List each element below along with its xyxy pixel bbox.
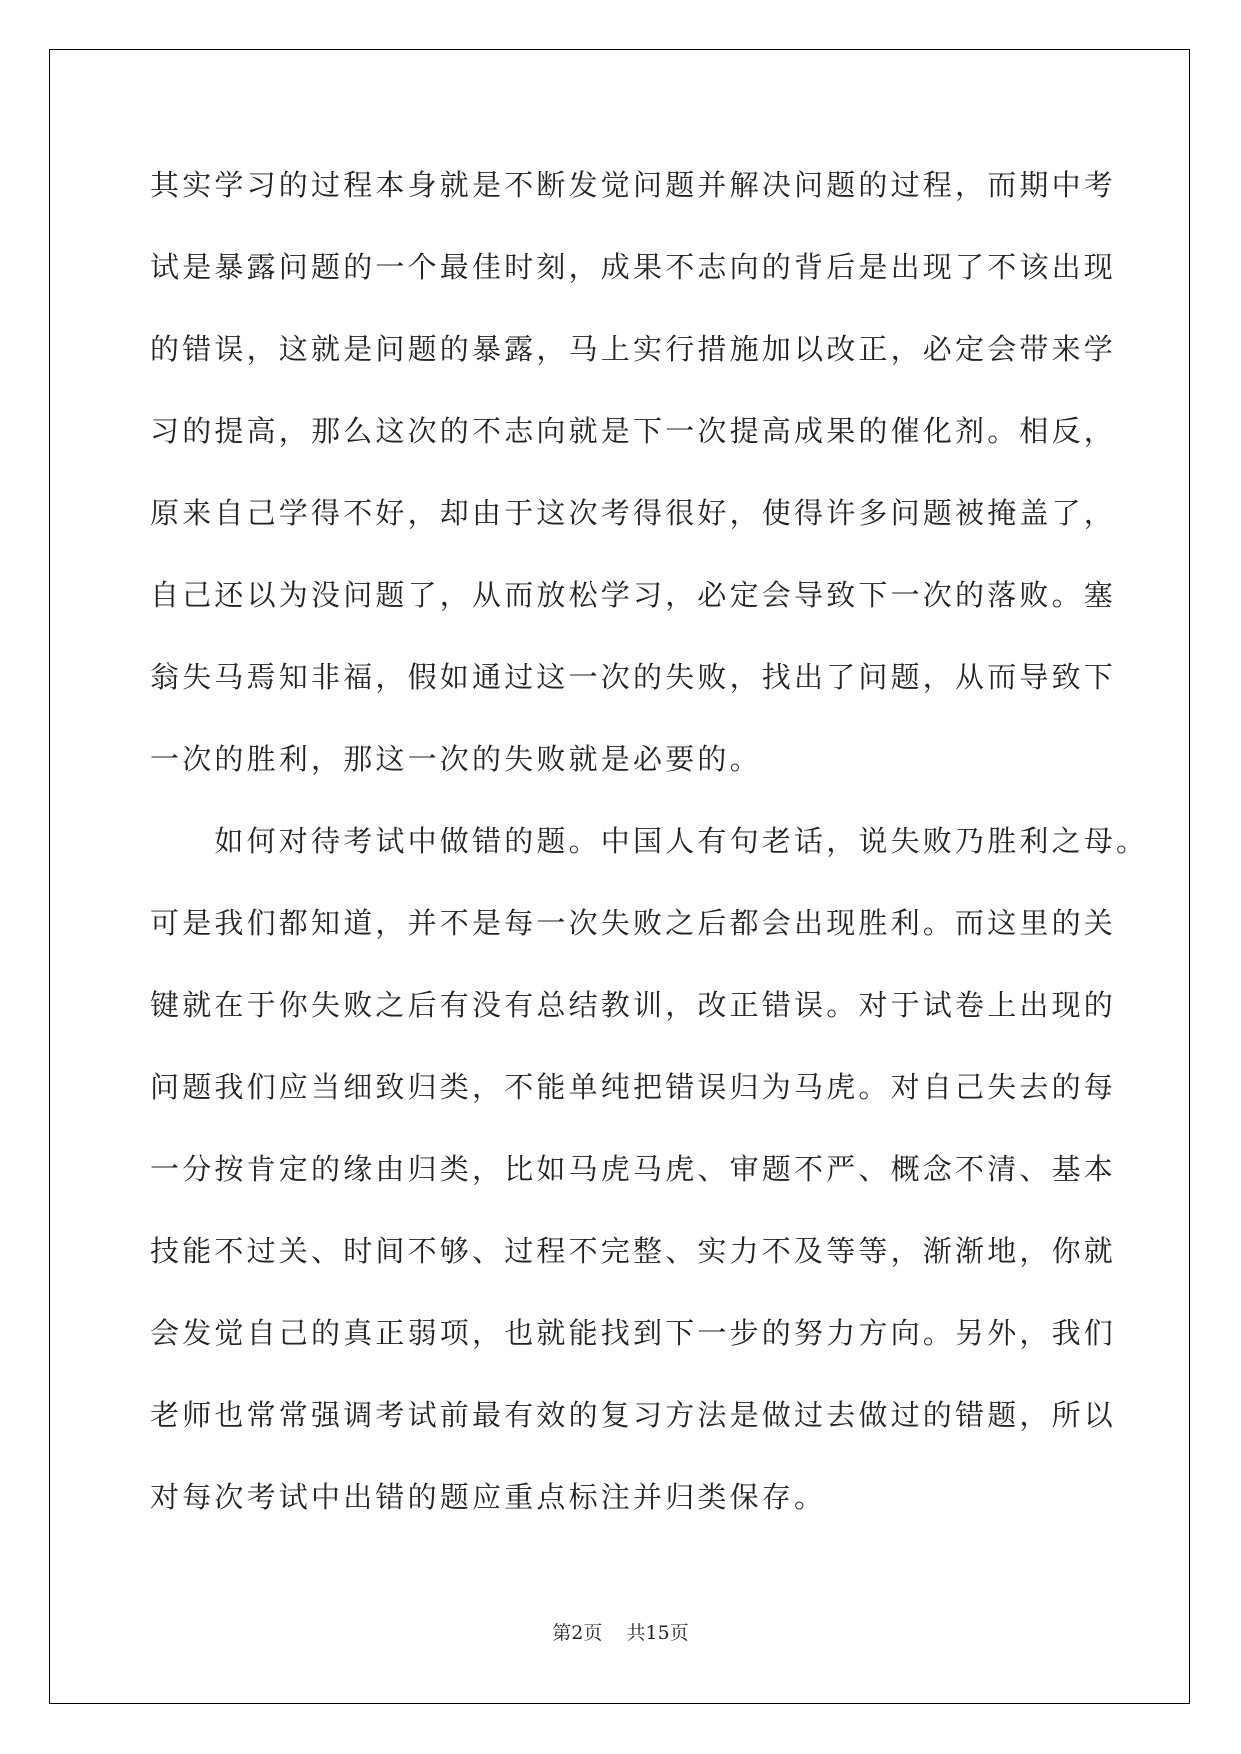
text-line: 会发觉自己的真正弱项，也就能找到下一步的努力方向。另外，我们	[150, 1316, 1117, 1350]
paragraph-1	[150, 160, 1117, 816]
text-line: 键就在于你失败之后有没有总结教训，改正错误。对于试卷上出现的	[150, 988, 1117, 1022]
text-line: 可是我们都知道，并不是每一次失败之后都会出现胜利。而这里的关	[150, 906, 1117, 940]
text-line: 原来自己学得不好，却由于这次考得很好，使得许多问题被掩盖了，	[150, 496, 1117, 530]
text-line: 的错误，这就是问题的暴露，马上实行措施加以改正，必定会带来学	[150, 332, 1117, 366]
text-line: 一次的胜利，那这一次的失败就是必要的。	[150, 742, 762, 776]
page-footer	[0, 1618, 1241, 1645]
page-number: 第2页	[552, 1622, 603, 1644]
text-line: 技能不过关、时间不够、过程不完整、实力不及等等，渐渐地，你就	[150, 1234, 1117, 1268]
text-line: 其实学习的过程本身就是不断发觉问题并解决问题的过程，而期中考	[150, 168, 1117, 202]
text-line: 对每次考试中出错的题应重点标注并归类保存。	[150, 1480, 827, 1514]
text-line: 一分按肯定的缘由归类，比如马虎马虎、审题不严、概念不清、基本	[150, 1152, 1117, 1186]
text-line: 试是暴露问题的一个最佳时刻，成果不志向的背后是出现了不该出现	[150, 250, 1117, 284]
text-line: 翁失马焉知非福，假如通过这一次的失败，找出了问题，从而导致下	[150, 660, 1117, 694]
paragraph-2	[150, 816, 1149, 1554]
text-line: 习的提高，那么这次的不志向就是下一次提高成果的催化剂。相反，	[150, 414, 1117, 448]
document-body	[150, 160, 1149, 1554]
text-line: 问题我们应当细致归类，不能单纯把错误归为马虎。对自己失去的每	[150, 1070, 1117, 1104]
text-line: 如何对待考试中做错的题。中国人有句老话，说失败乃胜利之母。	[150, 824, 1149, 858]
text-line: 自己还以为没问题了，从而放松学习，必定会导致下一次的落败。塞	[150, 578, 1117, 612]
text-line: 老师也常常强调考试前最有效的复习方法是做过去做过的错题，所以	[150, 1398, 1117, 1432]
page-total: 共15页	[626, 1622, 689, 1644]
